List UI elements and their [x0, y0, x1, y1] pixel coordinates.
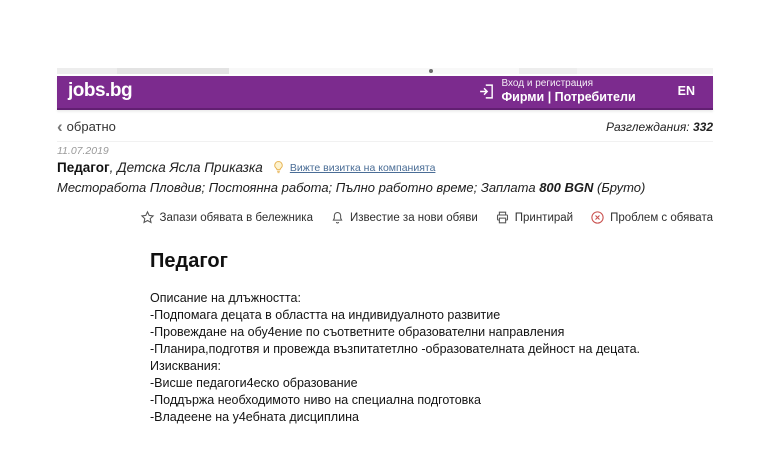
description-line: -Владеене на у4ебната дисциплина [150, 410, 359, 424]
chevron-left-icon: ‹ [57, 116, 63, 136]
subnav-bar [57, 110, 713, 142]
job-meta [57, 180, 713, 195]
company-name: , Детска Ясла Приказка [109, 160, 263, 175]
login-link[interactable] [478, 78, 635, 104]
header-right [478, 76, 713, 106]
description-line: -Поддържа необходимото ниво на специална подготовка [150, 393, 481, 407]
job-listing-page [57, 0, 713, 426]
description-line: Описание на длъжността: [150, 291, 301, 305]
login-text [501, 78, 635, 104]
description-line: -Подпомага децата в областта на индивидуалното развитие [150, 308, 501, 322]
printer-icon [495, 210, 510, 225]
meta-suffix: (Бруто) [593, 180, 646, 195]
save-to-notebook-button[interactable] [140, 210, 313, 225]
job-description [150, 290, 713, 426]
jobsbg-logo[interactable]: jobs.bg [68, 80, 133, 101]
artifact-segment [577, 68, 713, 74]
report-problem-button[interactable] [590, 210, 713, 225]
job-actions-toolbar [57, 210, 713, 225]
login-door-icon [478, 83, 495, 100]
login-audiences: Фирми | Потребители [501, 89, 636, 104]
save-label: Запази обявата в бележника [159, 211, 313, 224]
login-caption: Вход и регистрация [501, 78, 594, 90]
circle-x-icon [590, 210, 605, 225]
notify-label: Известие за нови обяви [349, 211, 478, 224]
meta-prefix: Месторабота Пловдив; Постоянна работа; Пълно работно време; Заплата [57, 180, 540, 195]
view-counter [606, 120, 713, 134]
page-title: Педагог [150, 250, 228, 272]
description-line: -Провеждане на обу4ение по съответните образователни направления [150, 325, 565, 339]
back-link[interactable] [57, 116, 116, 136]
description-line: -Планира,подготвя и провежда възпитатетлно -образователната дейност на децата. [150, 342, 641, 356]
job-header [57, 145, 713, 195]
lightbulb-icon [271, 160, 286, 175]
job-content [150, 250, 713, 426]
description-line: -Висше педагоги4еско образование [150, 376, 358, 390]
salary: 800 BGN [539, 180, 594, 195]
views-count: 332 [692, 119, 713, 134]
bell-icon [330, 210, 345, 225]
views-label: Разглеждания: [605, 119, 690, 134]
artifact-segment [117, 68, 229, 74]
artifact-dot [429, 69, 433, 73]
site-header [57, 76, 713, 110]
print-label: Принтирай [514, 211, 574, 224]
artifact-segment [229, 68, 519, 74]
job-title: Педагог [57, 160, 110, 175]
problem-label: Проблем с обявата [610, 211, 713, 224]
star-icon [140, 210, 155, 225]
job-date: 11.07.2019 [57, 145, 109, 157]
browser-artifact-strip [57, 68, 713, 74]
description-line: Изисквания: [150, 359, 221, 373]
notify-new-jobs-button[interactable] [330, 210, 478, 225]
print-button[interactable] [495, 210, 573, 225]
back-label: обратно [66, 119, 116, 134]
company-card-link[interactable]: Вижте визитка на компанията [289, 161, 436, 174]
job-title-line [57, 160, 713, 175]
language-toggle[interactable]: EN [677, 84, 695, 98]
